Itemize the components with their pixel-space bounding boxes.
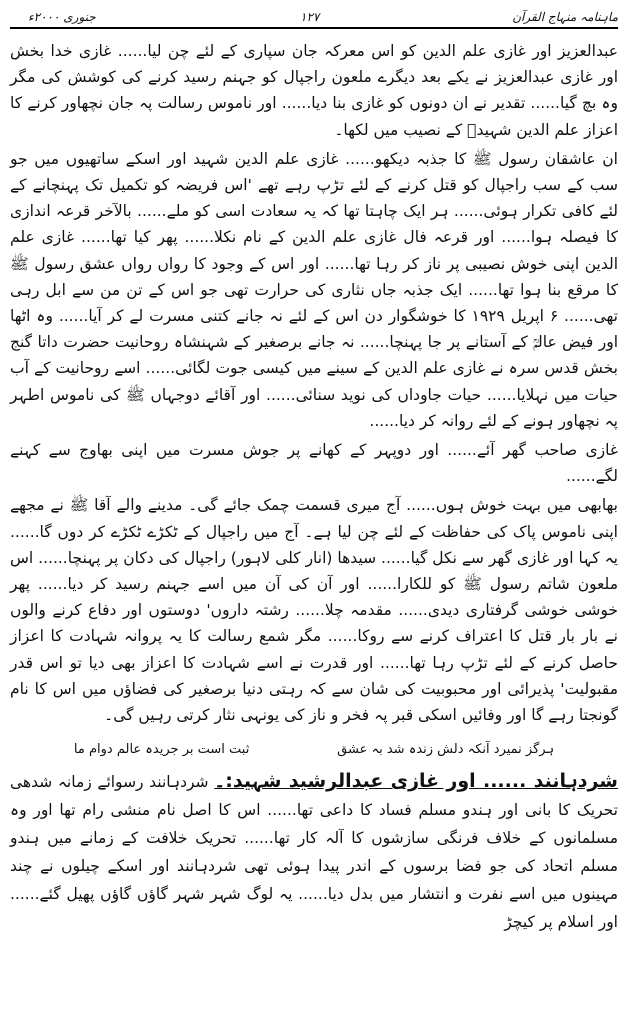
persian-couplet — [10, 742, 618, 757]
couplet-right: ہرگز نمیرد آنکہ دلش زندہ شد بہ عشق — [337, 742, 555, 758]
paragraph-3: غازی صاحب گھر آئے...... اور دوپہر کے کھانے پر جوش مسرت میں اپنی بھاوج سے کہنے لگے...... — [10, 441, 618, 486]
page-header — [10, 6, 618, 28]
section-paragraph — [10, 767, 618, 936]
section-heading: شردہانند ...... اور غازی عبدالرشید شہید:۔ — [214, 770, 618, 793]
section-text: شردہانند رسوائے زمانہ شدھی تحریک کا بانی اور ہندو مسلم فساد کا داعی تھا...... اس کا اصل نام منشی رام تھا اور وہ مسلمانوں کے خلاف فرنگی سازشوں کا آلہ کار تھا...... تحریک خلافت کے زمانے میں ہندو مسلم اتحاد کی جو فضا برسوں کے اندر پیدا ہوئی تھی شردہانند اور اسکے چیلوں نے چند مہینوں میں اسے نفرت و انتشار میں بدل دیا...... یہ لوگ شہر شہر گاؤں گاؤں پھیل گئے...... اور اسلام پر کیچڑ — [10, 773, 618, 932]
magazine-name: ماہنامہ منہاج القرآن — [512, 10, 618, 24]
article-body — [10, 38, 618, 936]
page-number: ۱۲۷ — [300, 10, 320, 24]
paragraph-1: عبدالعزیز اور غازی علم الدین کو اس معرکہ جان سپاری کے لئے چن لیا...... غازی خدا بخش اور غازی عبدالعزیز نے یکے بعد دیگرے ملعون راجپال کو جہنم رسید کرنے کی کوشش کی مگر وہ بچ گیا...... تقدیر نے ان دونوں کو غازی بنا دیا...... اور ناموس رسالت پہ جان نچھاور کرنے کا اعزاز علم الدین شہیدؒ کے نصیب میں لکھا۔ — [10, 42, 618, 139]
paragraph-2: ان عاشقان رسول ﷺ کا جذبہ دیکھو...... غازی علم الدین شہید اور اسکے ساتھیوں میں جو سب کے سب راجپال کو قتل کرنے کے لئے تڑپ رہے تھے 'اس فریضہ کو تکمیل تک پہنچانے کے لئے کافی تکرار ہوئی...... ہر ایک چاہتا تھا کہ یہ سعادت اسی کو ملے...... بالآخر قرعہ اندازی کا فیصلہ ہوا...... اور قرعہ فال غازی علم الدین کے نام نکلا...... پھر کیا تھا...... غازی علم الدین اپنی خوش نصیبی پر ناز کر رہا تھا...... اور اس کے وجود کا رواں رواں عشق رسول ﷺ کا مرقع بنا ہوا تھا...... ایک جذبہ جاں نثاری کی حرارت تھی جو اس کے تن من سے ابل رہی تھی...... ۶ اپریل ۱۹۲۹ کا خوشگوار دن اس کے لئے نہ جانے کتنی مسرت لے کر آیا...... وہ اٹھا اور فیض عالمؒ کے آستانے پر جا پہنچا...... نہ جانے برصغیر کے شہنشاہ روحانیت حضرت داتا گنج بخش قدس سرہ نے غازی علم الدین کے سینے میں کیسی جوت لگائی...... اسے روحانیت کے آب حیات میں نہلایا...... حیات جاوداں کی نوید سنائی...... اور آقائے دوجہاں ﷺ کی ناموس اطہر پہ نچھاور ہونے کے لئے روانہ کر دیا...... — [10, 149, 618, 430]
paragraph-4: بھابھی میں بہت خوش ہوں...... آج میری قسمت چمک جائے گی۔ مدینے والے آقا ﷺ نے مجھے اپنی ناموس پاک کی حفاظت کے لئے چن لیا ہے۔ آج میں راجپال کے ٹکڑے ٹکڑے کر دوں گا...... یہ کہا اور غازی گھر سے نکل گیا...... سیدھا (انار کلی لاہور) راجپال کی دکان پر پہنچا...... اس ملعون شاتم رسول ﷺ کو للکارا...... اور آن کی آن میں اسے جہنم رسید کر دیا...... پھر خوشی خوشی گرفتاری دیدی...... مقدمہ چلا...... رشتہ داروں' دوستوں اور دفاع کرنے والوں نے بار بار قتل کا اعتراف کرنے سے روکا...... مگر شمع رسالت کا یہ پروانہ شہادت کا اعزاز حاصل کرنے کے لئے تڑپ رہا تھا...... اور قدرت نے اسے شہادت کا اعزاز بھی دیا تو اس قدر مقبولیت' پذیرائی اور محبوبیت کی شان سے کہ رہتی دنیا برصغیر کی فضاؤں میں اس کا نام گونجتا رہے گا اور وفائیں اسکی قبر پہ فخر و ناز کی یونہی نثار کرتی رہیں گی۔ — [10, 496, 618, 725]
couplet-left: ثبت است بر جریدہ عالم دوام ما — [73, 742, 250, 758]
issue-date: جنوری ۲۰۰۰ء — [28, 10, 96, 24]
header-rule — [10, 27, 618, 29]
